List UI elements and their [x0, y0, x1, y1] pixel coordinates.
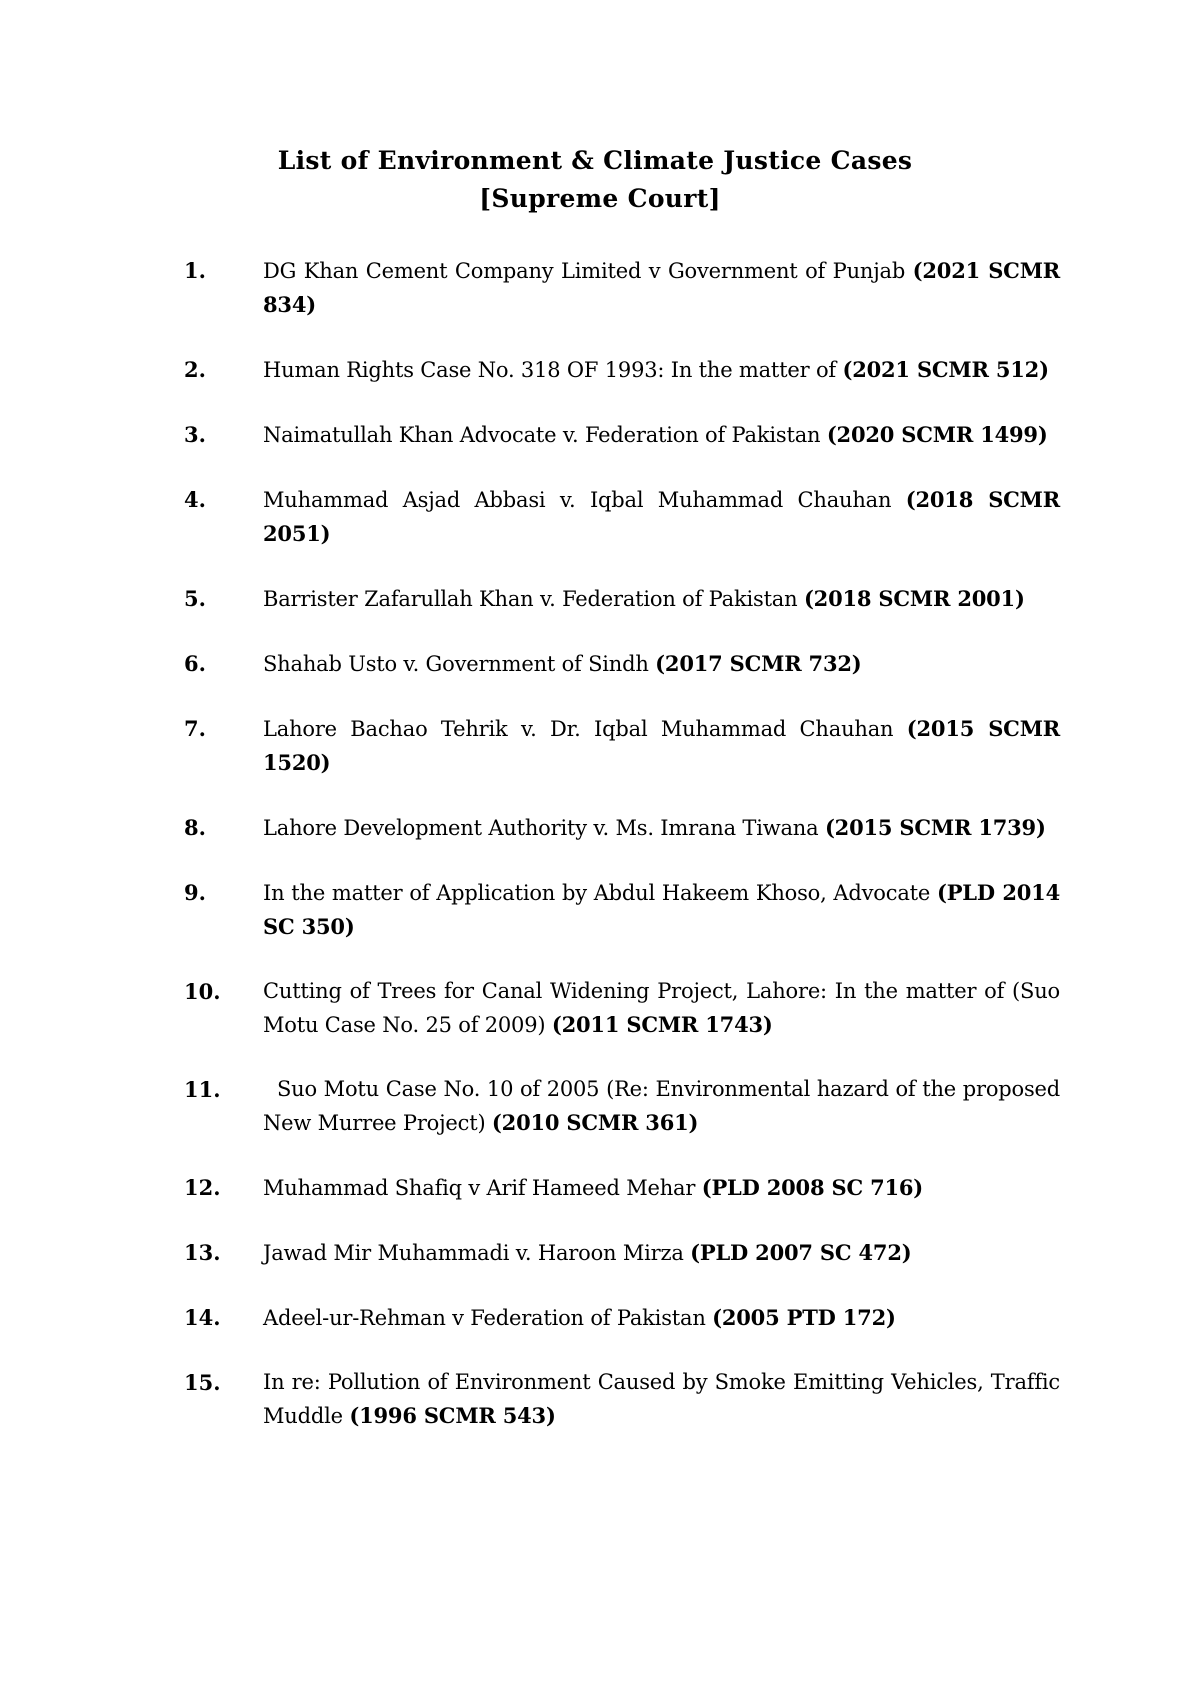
list-item: [0, 876, 1200, 944]
case-citation: (PLD 2007 SC 472): [690, 1240, 912, 1265]
case-entry: [263, 975, 1060, 1042]
case-name: Suo Motu Case No. 10 of 2005 (Re: Environmental hazard of the proposed New Murree Project): [263, 1077, 1060, 1135]
case-entry: [263, 254, 1060, 322]
case-citation: (2005 PTD 172): [712, 1305, 896, 1330]
case-citation: (2021 SCMR 512): [842, 357, 1049, 382]
case-name: Lahore Development Authority v. Ms. Imrana Tiwana: [263, 816, 825, 840]
case-number: 6.: [184, 651, 206, 676]
case-citation: (PLD 2014 SC 350): [263, 880, 1060, 939]
case-name: Cutting of Trees for Canal Widening Project, Lahore: In the matter of (Suo Motu Case No. 25 of 2009): [263, 979, 1060, 1037]
case-entry: [263, 876, 1060, 944]
case-number: 2.: [184, 357, 206, 382]
case-number: 4.: [184, 487, 206, 512]
list-item: [0, 483, 1200, 551]
case-number: 11.: [184, 1077, 221, 1102]
list-item: [0, 1236, 1200, 1270]
case-citation: (2018 SCMR 2001): [803, 586, 1025, 611]
case-citation: (2020 SCMR 1499): [826, 422, 1048, 447]
list-item: [0, 1073, 1200, 1140]
case-entry: [263, 483, 1060, 551]
case-name: Muhammad Shafiq v Arif Hameed Mehar: [263, 1176, 702, 1200]
case-entry: [263, 582, 1060, 616]
case-citation: (2015 SCMR 1520): [263, 716, 1060, 775]
case-entry: [263, 811, 1060, 845]
case-name: In re: Pollution of Environment Caused by Smoke Emitting Vehicles, Traffic Muddle: [263, 1370, 1060, 1428]
case-entry: [263, 1171, 1060, 1205]
case-number: 7.: [184, 716, 206, 741]
case-entry: [263, 418, 1060, 452]
case-name: Lahore Bachao Tehrik v. Dr. Iqbal Muhammad Chauhan: [263, 717, 907, 741]
case-number: 3.: [184, 422, 206, 447]
case-number: 9.: [184, 880, 206, 905]
title-line-1: List of Environment & Climate Justice Cases: [277, 146, 913, 175]
case-citation: (2018 SCMR 2051): [263, 487, 1060, 546]
case-citation: (2011 SCMR 1743): [551, 1012, 773, 1037]
case-citation: (2017 SCMR 732): [655, 651, 862, 676]
case-citation: (PLD 2008 SC 716): [701, 1175, 924, 1200]
case-name: Adeel-ur-Rehman v Federation of Pakistan: [263, 1306, 713, 1330]
case-name: Barrister Zafarullah Khan v. Federation of Pakistan: [263, 587, 804, 611]
case-entry: [263, 1236, 1060, 1270]
case-name: Muhammad Asjad Abbasi v. Iqbal Muhammad Chauhan: [263, 488, 906, 512]
list-item: [0, 418, 1200, 452]
case-name: Naimatullah Khan Advocate v. Federation of Pakistan: [263, 423, 827, 447]
list-item: [0, 1171, 1200, 1205]
case-entry: [263, 353, 1060, 387]
case-name: Human Rights Case No. 318 OF 1993: In the matter of: [263, 358, 843, 382]
title-line-2: [Supreme Court]: [479, 184, 721, 213]
case-number: 14.: [184, 1305, 221, 1330]
list-item: [0, 1366, 1200, 1433]
case-citation: (1996 SCMR 543): [349, 1403, 556, 1428]
list-item: [0, 254, 1200, 322]
list-item: [0, 353, 1200, 387]
list-item: [0, 975, 1200, 1042]
list-item: [0, 647, 1200, 681]
case-number: 10.: [184, 979, 221, 1004]
case-number: 15.: [184, 1370, 221, 1395]
case-list: [0, 254, 1200, 1464]
list-item: [0, 712, 1200, 780]
case-entry: [263, 647, 1060, 681]
document-title: [0, 142, 1200, 218]
case-citation: (2015 SCMR 1739): [824, 815, 1046, 840]
case-number: 8.: [184, 815, 206, 840]
case-citation: (2021 SCMR 834): [263, 258, 1060, 317]
list-item: [0, 811, 1200, 845]
case-entry: [263, 1366, 1060, 1433]
case-name: Jawad Mir Muhammadi v. Haroon Mirza: [263, 1241, 691, 1265]
case-entry: [263, 712, 1060, 780]
case-name: DG Khan Cement Company Limited v Government of Punjab: [263, 259, 913, 283]
list-item: [0, 582, 1200, 616]
case-number: 5.: [184, 586, 206, 611]
case-entry: [263, 1301, 1060, 1335]
case-entry: [263, 1073, 1060, 1140]
case-name: Shahab Usto v. Government of Sindh: [263, 652, 656, 676]
case-number: 1.: [184, 258, 206, 283]
case-citation: (2010 SCMR 361): [491, 1110, 699, 1135]
case-number: 12.: [184, 1175, 221, 1200]
list-item: [0, 1301, 1200, 1335]
case-number: 13.: [184, 1240, 221, 1265]
case-name: In the matter of Application by Abdul Hakeem Khoso, Advocate: [263, 881, 937, 905]
